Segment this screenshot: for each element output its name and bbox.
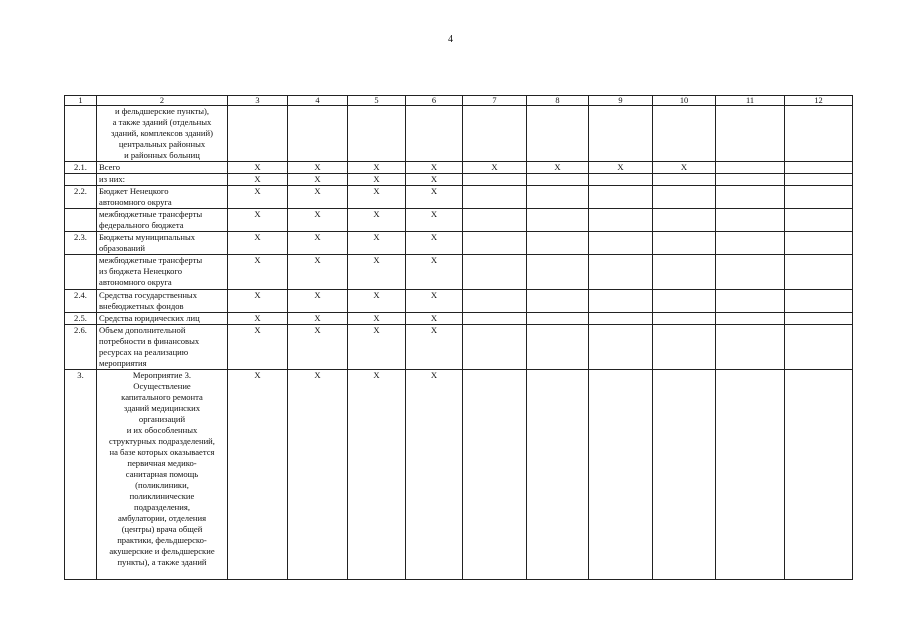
- value-cell: X: [527, 162, 589, 174]
- column-header: 4: [288, 96, 348, 106]
- table-row: [65, 313, 853, 325]
- value-cell: X: [406, 370, 463, 580]
- value-cell: X: [228, 232, 288, 255]
- value-cell: X: [348, 370, 406, 580]
- row-number-cell: [65, 209, 97, 232]
- value-cell: X: [589, 162, 653, 174]
- row-number-cell: 2.3.: [65, 232, 97, 255]
- value-cell: X: [348, 186, 406, 209]
- value-cell: X: [463, 162, 527, 174]
- column-header: 6: [406, 96, 463, 106]
- value-cell: X: [288, 162, 348, 174]
- table-row: [65, 232, 853, 255]
- column-header: 11: [716, 96, 785, 106]
- row-number-cell: 2.4.: [65, 290, 97, 313]
- value-cell: [653, 325, 716, 370]
- value-cell: [785, 186, 853, 209]
- value-cell: [653, 106, 716, 162]
- value-cell: [785, 313, 853, 325]
- row-label-cell: и фельдшерские пункты), а также зданий (отдельных зданий, комплексов зданий) центральных районных и районных больниц: [97, 106, 228, 162]
- value-cell: [463, 313, 527, 325]
- value-cell: [589, 255, 653, 290]
- value-cell: X: [406, 290, 463, 313]
- value-cell: [589, 370, 653, 580]
- value-cell: [589, 186, 653, 209]
- value-cell: [527, 174, 589, 186]
- value-cell: [716, 209, 785, 232]
- value-cell: [463, 232, 527, 255]
- value-cell: [716, 106, 785, 162]
- column-header: 5: [348, 96, 406, 106]
- value-cell: X: [228, 209, 288, 232]
- table-row: [65, 255, 853, 290]
- page-number: 4: [448, 34, 453, 45]
- value-cell: [716, 313, 785, 325]
- value-cell: X: [288, 174, 348, 186]
- value-cell: [716, 290, 785, 313]
- value-cell: [716, 186, 785, 209]
- value-cell: [463, 290, 527, 313]
- row-label-cell: межбюджетные трансферты из бюджета Ненецкого автономного округа: [97, 255, 228, 290]
- value-cell: X: [288, 209, 348, 232]
- value-cell: [653, 255, 716, 290]
- value-cell: [589, 209, 653, 232]
- row-label-cell: Всего: [97, 162, 228, 174]
- value-cell: X: [228, 255, 288, 290]
- value-cell: X: [406, 325, 463, 370]
- table-body: [65, 96, 853, 580]
- value-cell: [653, 370, 716, 580]
- row-number-cell: [65, 174, 97, 186]
- value-cell: [463, 209, 527, 232]
- value-cell: X: [348, 209, 406, 232]
- value-cell: X: [406, 174, 463, 186]
- value-cell: [527, 255, 589, 290]
- column-header: 2: [97, 96, 228, 106]
- value-cell: X: [288, 325, 348, 370]
- table-row: [65, 106, 853, 162]
- column-header: 8: [527, 96, 589, 106]
- value-cell: [527, 106, 589, 162]
- value-cell: [716, 255, 785, 290]
- value-cell: [785, 255, 853, 290]
- column-header: 9: [589, 96, 653, 106]
- table-row: [65, 290, 853, 313]
- value-cell: [527, 209, 589, 232]
- value-cell: [463, 255, 527, 290]
- value-cell: X: [228, 370, 288, 580]
- value-cell: [463, 106, 527, 162]
- value-cell: [589, 325, 653, 370]
- value-cell: X: [406, 209, 463, 232]
- row-number-cell: 3.: [65, 370, 97, 580]
- value-cell: X: [228, 162, 288, 174]
- row-number-cell: 2.5.: [65, 313, 97, 325]
- value-cell: X: [288, 186, 348, 209]
- value-cell: [589, 106, 653, 162]
- row-number-cell: [65, 106, 97, 162]
- value-cell: X: [288, 290, 348, 313]
- value-cell: [589, 290, 653, 313]
- table-row: [65, 162, 853, 174]
- row-number-cell: 2.6.: [65, 325, 97, 370]
- value-cell: [785, 174, 853, 186]
- table-row: [65, 325, 853, 370]
- value-cell: X: [348, 162, 406, 174]
- column-header: 1: [65, 96, 97, 106]
- value-cell: X: [288, 232, 348, 255]
- value-cell: X: [348, 290, 406, 313]
- value-cell: X: [228, 174, 288, 186]
- value-cell: [527, 370, 589, 580]
- value-cell: X: [406, 232, 463, 255]
- value-cell: X: [406, 313, 463, 325]
- value-cell: [716, 174, 785, 186]
- table-row: [65, 174, 853, 186]
- value-cell: [527, 290, 589, 313]
- table-row: [65, 209, 853, 232]
- value-cell: [716, 232, 785, 255]
- value-cell: [653, 209, 716, 232]
- column-header: 10: [653, 96, 716, 106]
- column-header: 3: [228, 96, 288, 106]
- value-cell: [785, 232, 853, 255]
- row-number-cell: 2.2.: [65, 186, 97, 209]
- value-cell: X: [348, 174, 406, 186]
- table-row: [65, 186, 853, 209]
- value-cell: [589, 174, 653, 186]
- value-cell: [716, 162, 785, 174]
- value-cell: X: [228, 313, 288, 325]
- value-cell: X: [288, 370, 348, 580]
- row-label-cell: межбюджетные трансферты федерального бюджета: [97, 209, 228, 232]
- row-label-cell: Мероприятие 3. Осуществление капитального ремонта зданий медицинских организаций и их обособленных структурных подразделений, на базе которых оказывается первичная медико- санитарная помощь (поликлиники, поликлинические подразделения, амбулатории, отделения (центры) врача общей практики, фельдшерско- акушерские и фельдшерские пункты), а также зданий: [97, 370, 228, 580]
- value-cell: X: [228, 290, 288, 313]
- value-cell: [653, 186, 716, 209]
- value-cell: [589, 313, 653, 325]
- row-number-cell: [65, 255, 97, 290]
- table-header-row: [65, 96, 853, 106]
- value-cell: X: [288, 313, 348, 325]
- value-cell: [463, 325, 527, 370]
- value-cell: [589, 232, 653, 255]
- value-cell: [716, 370, 785, 580]
- value-cell: [406, 106, 463, 162]
- column-header: 12: [785, 96, 853, 106]
- value-cell: [527, 232, 589, 255]
- value-cell: [785, 209, 853, 232]
- row-label-cell: Бюджеты муниципальных образований: [97, 232, 228, 255]
- value-cell: [653, 290, 716, 313]
- value-cell: [527, 313, 589, 325]
- value-cell: [653, 313, 716, 325]
- value-cell: X: [406, 186, 463, 209]
- value-cell: [463, 174, 527, 186]
- value-cell: X: [228, 186, 288, 209]
- row-number-cell: 2.1.: [65, 162, 97, 174]
- row-label-cell: из них:: [97, 174, 228, 186]
- value-cell: X: [406, 255, 463, 290]
- row-label-cell: Объем дополнительной потребности в финансовых ресурсах на реализацию мероприятия: [97, 325, 228, 370]
- value-cell: [785, 290, 853, 313]
- value-cell: [348, 106, 406, 162]
- value-cell: X: [348, 232, 406, 255]
- value-cell: X: [653, 162, 716, 174]
- value-cell: [463, 186, 527, 209]
- value-cell: X: [406, 162, 463, 174]
- row-label-cell: Бюджет Ненецкого автономного округа: [97, 186, 228, 209]
- table-row: [65, 370, 853, 580]
- value-cell: [653, 232, 716, 255]
- value-cell: [785, 106, 853, 162]
- value-cell: X: [348, 325, 406, 370]
- value-cell: [288, 106, 348, 162]
- value-cell: X: [288, 255, 348, 290]
- row-label-cell: Средства государственных внебюджетных фондов: [97, 290, 228, 313]
- value-cell: [716, 325, 785, 370]
- column-header: 7: [463, 96, 527, 106]
- value-cell: [653, 174, 716, 186]
- value-cell: [463, 370, 527, 580]
- row-label-cell: Средства юридических лиц: [97, 313, 228, 325]
- data-table: [64, 95, 853, 580]
- value-cell: [785, 325, 853, 370]
- value-cell: X: [348, 255, 406, 290]
- value-cell: [527, 186, 589, 209]
- value-cell: [785, 162, 853, 174]
- value-cell: X: [348, 313, 406, 325]
- value-cell: [228, 106, 288, 162]
- value-cell: [785, 370, 853, 580]
- value-cell: [527, 325, 589, 370]
- value-cell: X: [228, 325, 288, 370]
